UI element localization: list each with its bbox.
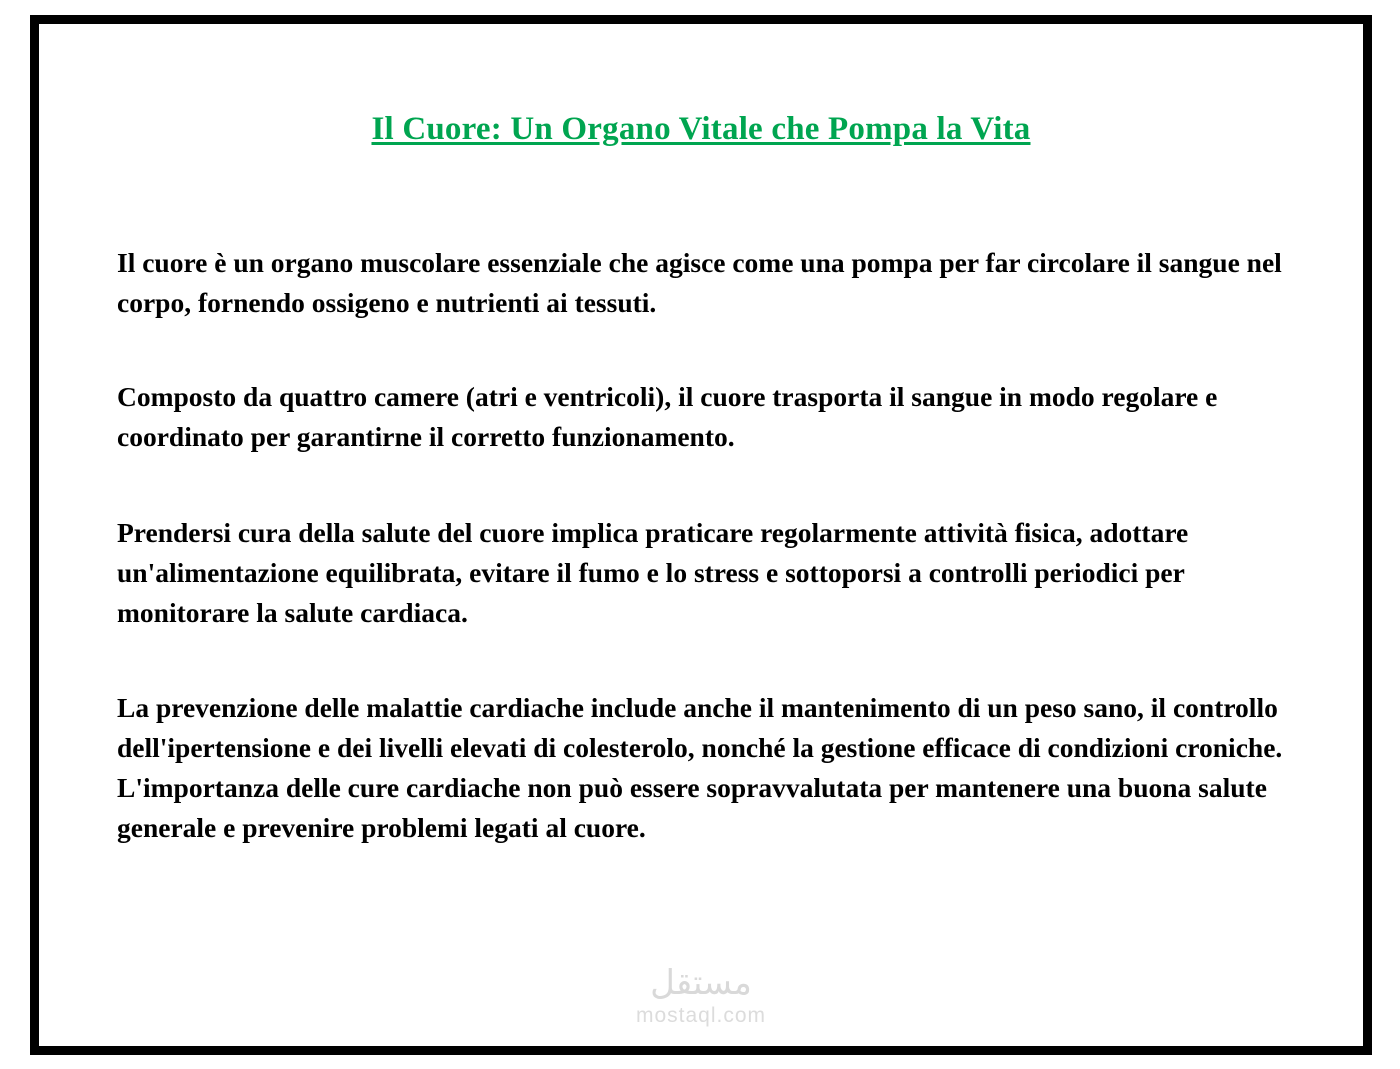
watermark-latin-text: mostaql.com: [635, 1004, 767, 1027]
paragraph-2: Composto da quattro camere (atri e ventricoli), il cuore trasporta il sangue in modo regolare e coordinato per garantirne il corretto funzionamento.: [117, 381, 1218, 453]
page-title: [39, 111, 1363, 148]
paragraph-3: Prendersi cura della salute del cuore implica praticare regolarmente attività fisica, adottare un'alimentazione equilibrata, evitare il fumo e lo stress e sottoporsi a controlli periodici per monitorare la salute cardiaca.: [117, 516, 1189, 628]
watermark-arabic-text: مستقل: [650, 963, 752, 1004]
document-frame: [30, 15, 1372, 1055]
paragraph-1: Il cuore è un organo muscolare essenziale che agisce come una pompa per far circolare il sangue nel corpo, fornendo ossigeno e nutrienti ai tessuti.: [117, 247, 1282, 319]
document-body: [39, 243, 1363, 849]
page-title-text: Il Cuore: Un Organo Vitale che Pompa la Vita: [371, 111, 1031, 147]
watermark: [39, 963, 1363, 1028]
paragraph-4: La prevenzione delle malattie cardiache include anche il mantenimento di un peso sano, il controllo dell'ipertensione e dei livelli elevati di colesterolo, nonché la gestione efficace di condizioni croniche. L'importanza delle cure cardiache non può essere sopravvalutata per mantenere una buona salute generale e prevenire problemi legati al cuore.: [117, 691, 1283, 844]
